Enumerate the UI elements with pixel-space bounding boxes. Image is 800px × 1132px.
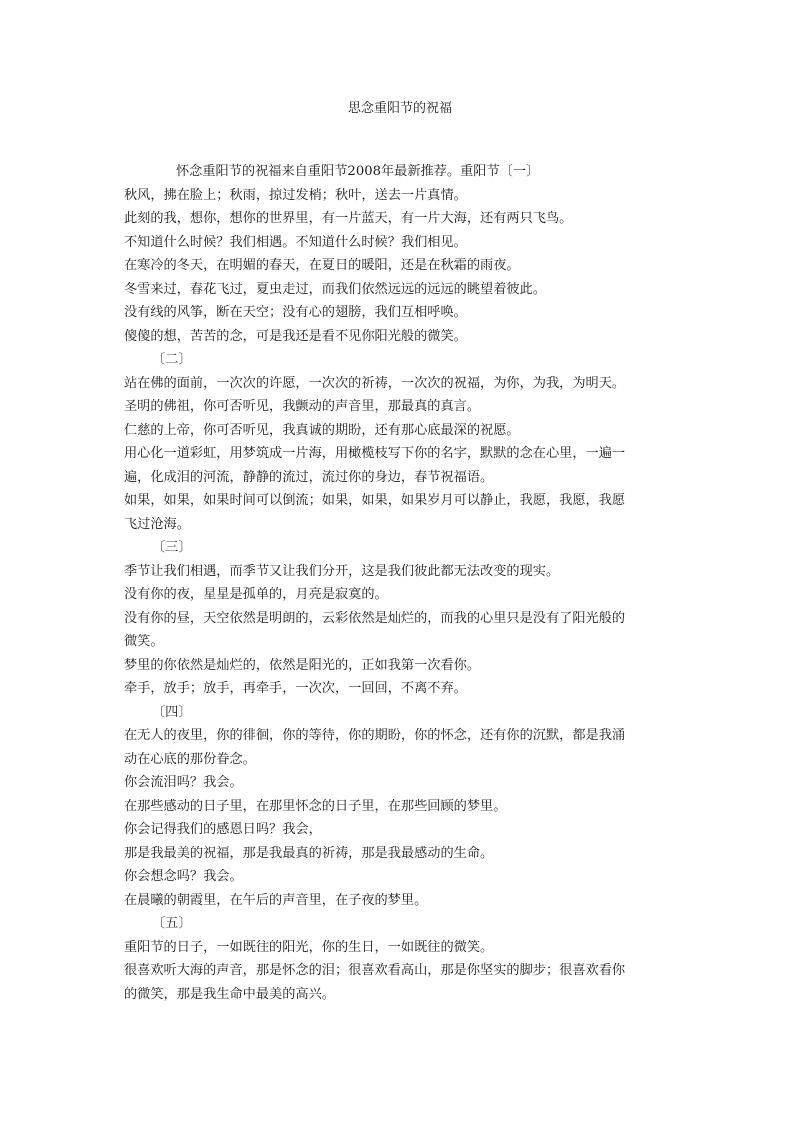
- paragraph-line: 季节让我们相遇，而季节又让我们分开，这是我们彼此都无法改变的现实。: [124, 563, 560, 579]
- paragraph-line: 傻傻的想，苦苦的念，可是我还是看不见你阳光般的微笑。: [124, 328, 467, 344]
- section-heading: 〔三〕: [152, 540, 192, 555]
- paragraph-line: 很喜欢听大海的声音，那是怀念的泪；很喜欢看高山，那是你坚实的脚步；很喜欢看你: [124, 963, 626, 978]
- document-title: 思念重阳节的祝福: [347, 101, 452, 116]
- paragraph-line: 仁慈的上帝，你可否听见，我真诚的期盼，还有那心底最深的祝愿。: [124, 422, 520, 438]
- paragraph-line: 站在佛的面前，一次次的许愿，一次次的祈祷，一次次的祝福，为你，为我，为明天。: [124, 375, 626, 391]
- paragraph-line: 没有线的风筝，断在天空；没有心的翅膀，我们互相呼唤。: [124, 305, 467, 320]
- paragraph-line: 微笑。: [124, 634, 164, 649]
- paragraph-line: 没有你的昼，天空依然是明朗的，云彩依然是灿烂的，而我的心里只是没有了阳光般的: [124, 610, 626, 626]
- section-heading: 〔四〕: [152, 704, 192, 720]
- paragraph-line: 动在心底的那份眷念。: [124, 751, 256, 767]
- paragraph-line: 用心化一道彩虹，用梦筑成一片海，用橄榄枝写下你的名字，默默的念在心里，一遍一: [124, 446, 626, 461]
- paragraph-line: 重阳节的日子，一如既往的阳光，你的生日，一如既往的微笑。: [124, 939, 494, 955]
- paragraph-line: 此刻的我，想你，想你的世界里，有一片蓝天，有一片大海，还有两只飞鸟。: [124, 211, 573, 226]
- paragraph-line: 不知道什么时候？我们相遇。不知道什么时候？我们相见。: [124, 234, 467, 250]
- section-heading: 〔五〕: [152, 916, 192, 931]
- paragraph-line: 冬雪来过，春花飞过，夏虫走过，而我们依然远远的远远的眺望着彼此。: [124, 281, 546, 297]
- paragraph-line: 的微笑，那是我生命中最美的高兴。: [124, 986, 335, 1002]
- paragraph-line: 飞过沧海。: [124, 516, 190, 532]
- section-heading: 〔二〕: [152, 352, 192, 367]
- paragraph-line: 在那些感动的日子里，在那里怀念的日子里，在那些回顾的梦里。: [124, 798, 507, 814]
- paragraph-line: 圣明的佛祖，你可否听见，我颤动的声音里，那最真的真言。: [124, 399, 481, 414]
- paragraph-line: 遍，化成泪的河流，静静的流过，流过你的身边，春节祝福语。: [124, 469, 494, 485]
- paragraph-line: 那是我最美的祝福，那是我最真的祈祷，那是我最感动的生命。: [124, 845, 494, 861]
- paragraph-line: 怀念重阳节的祝福来自重阳节2008年最新推荐。重阳节〔一〕: [176, 164, 540, 179]
- paragraph-line: 在无人的夜里，你的徘徊，你的等待，你的期盼，你的怀念，还有你的沉默，都是我涌: [124, 728, 626, 743]
- paragraph-line: 在晨曦的朝霞里，在午后的声音里，在子夜的梦里。: [124, 892, 428, 908]
- paragraph-line: 在寒冷的冬天，在明媚的春天，在夏日的暖阳，还是在秋霜的雨夜。: [124, 258, 520, 273]
- paragraph-line: 你会记得我们的感恩日吗？我会，: [124, 822, 322, 837]
- paragraph-line: 你会想念吗？我会。: [124, 869, 243, 884]
- paragraph-line: 牵手，放手；放手，再牵手，一次次，一回回，不离不弃。: [124, 681, 467, 696]
- paragraph-line: 没有你的夜，星星是孤单的，月亮是寂寞的。: [124, 587, 388, 602]
- paragraph-line: 如果，如果，如果时间可以倒流；如果，如果，如果岁月可以静止，我愿，我愿，我愿: [124, 493, 626, 508]
- paragraph-line: 秋风，拂在脸上；秋雨，掠过发梢；秋叶，送去一片真情。: [124, 187, 467, 203]
- paragraph-line: 梦里的你依然是灿烂的，依然是阳光的，正如我第一次看你。: [124, 657, 481, 673]
- paragraph-line: 你会流泪吗？我会。: [124, 775, 243, 790]
- document-body: [124, 160, 684, 1006]
